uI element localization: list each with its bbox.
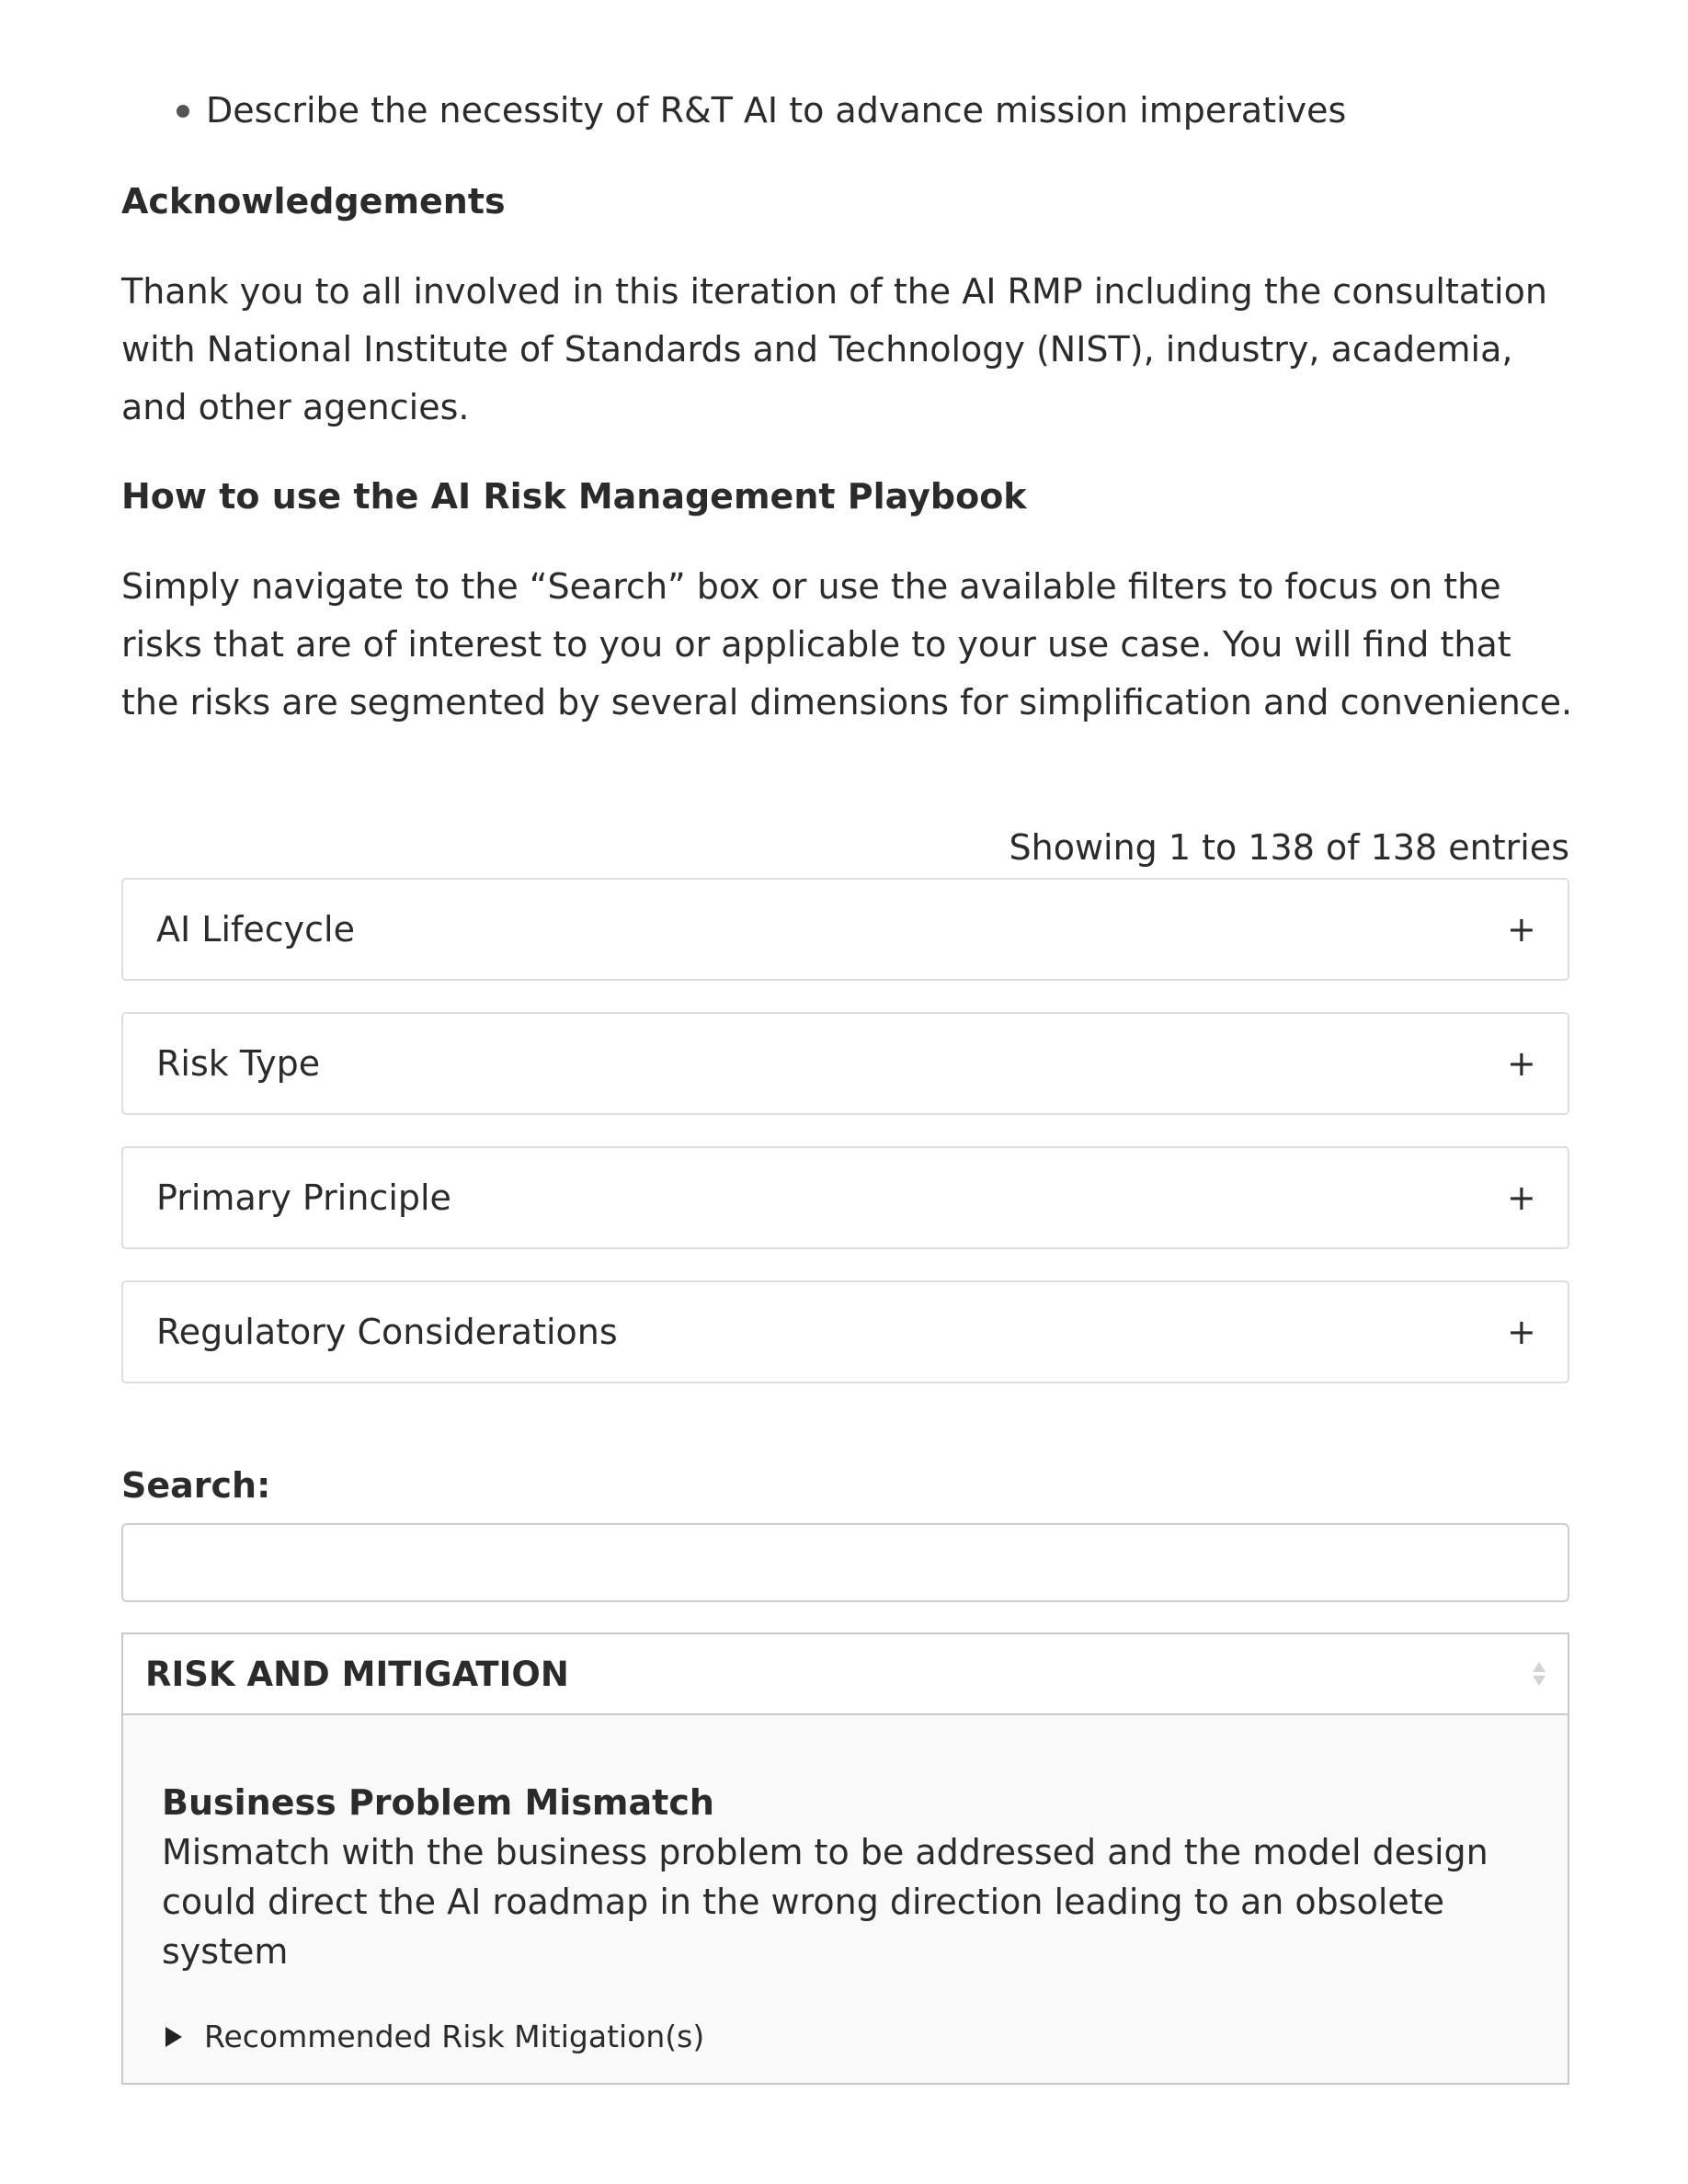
search-label: Search: — [121, 1465, 271, 1506]
howto-text: Simply navigate to the “Search” box or use the available filters to focus on the risks that are of interest to you or applicable to your use case. You will find that the risks are segmented by several dimensions for simplification and convenience. — [121, 566, 1573, 722]
filter-label: Regulatory Considerations — [156, 1312, 618, 1352]
column-header-label: RISK AND MITIGATION — [145, 1654, 569, 1694]
sort-icon[interactable] — [1533, 1662, 1545, 1686]
plus-icon[interactable]: + — [1507, 1043, 1536, 1084]
acknowledgements-text: Thank you to all involved in this iteration of the AI RMP including the consultation with National Institute of Standards and Technology (NIST), industry, academia, and other agencies. — [121, 271, 1547, 427]
risk-title: Business Problem Mismatch — [162, 1782, 714, 1823]
bullet-text: Describe the necessity of R&T AI to advance mission imperatives — [206, 90, 1347, 131]
plus-icon[interactable]: + — [1507, 909, 1536, 950]
intro-bullet-list — [177, 85, 1346, 136]
filter-primary-principle[interactable] — [121, 1146, 1569, 1249]
plus-icon[interactable]: + — [1507, 1312, 1536, 1352]
disclosure-triangle-icon — [165, 2027, 182, 2047]
filter-label: Primary Principle — [156, 1177, 451, 1218]
list-item — [177, 85, 1346, 136]
acknowledgements-heading: Acknowledgements — [121, 181, 506, 222]
filter-label: AI Lifecycle — [156, 909, 355, 950]
risk-description: Mismatch with the business problem to be addressed and the model design could direct the AI roadmap in the wrong direction leading to an obsolete system — [162, 1832, 1488, 1972]
sort-up-icon — [1533, 1662, 1545, 1672]
column-header-risk-and-mitigation[interactable] — [123, 1634, 1568, 1715]
mitigation-toggle[interactable] — [162, 2019, 1531, 2054]
risk-table — [121, 1632, 1569, 2085]
bullet-dot-icon — [177, 105, 189, 118]
search-input[interactable] — [121, 1523, 1569, 1602]
filter-risk-type[interactable] — [121, 1012, 1569, 1115]
filter-ai-lifecycle[interactable] — [121, 878, 1569, 981]
entries-info: Showing 1 to 138 of 138 entries — [1009, 827, 1569, 868]
filter-label: Risk Type — [156, 1043, 321, 1084]
mitigation-toggle-label: Recommended Risk Mitigation(s) — [204, 2019, 705, 2054]
filter-regulatory-considerations[interactable] — [121, 1280, 1569, 1383]
table-row — [123, 1715, 1568, 2083]
sort-down-icon — [1533, 1676, 1545, 1686]
howto-heading: How to use the AI Risk Management Playbook — [121, 476, 1027, 517]
plus-icon[interactable]: + — [1507, 1177, 1536, 1218]
